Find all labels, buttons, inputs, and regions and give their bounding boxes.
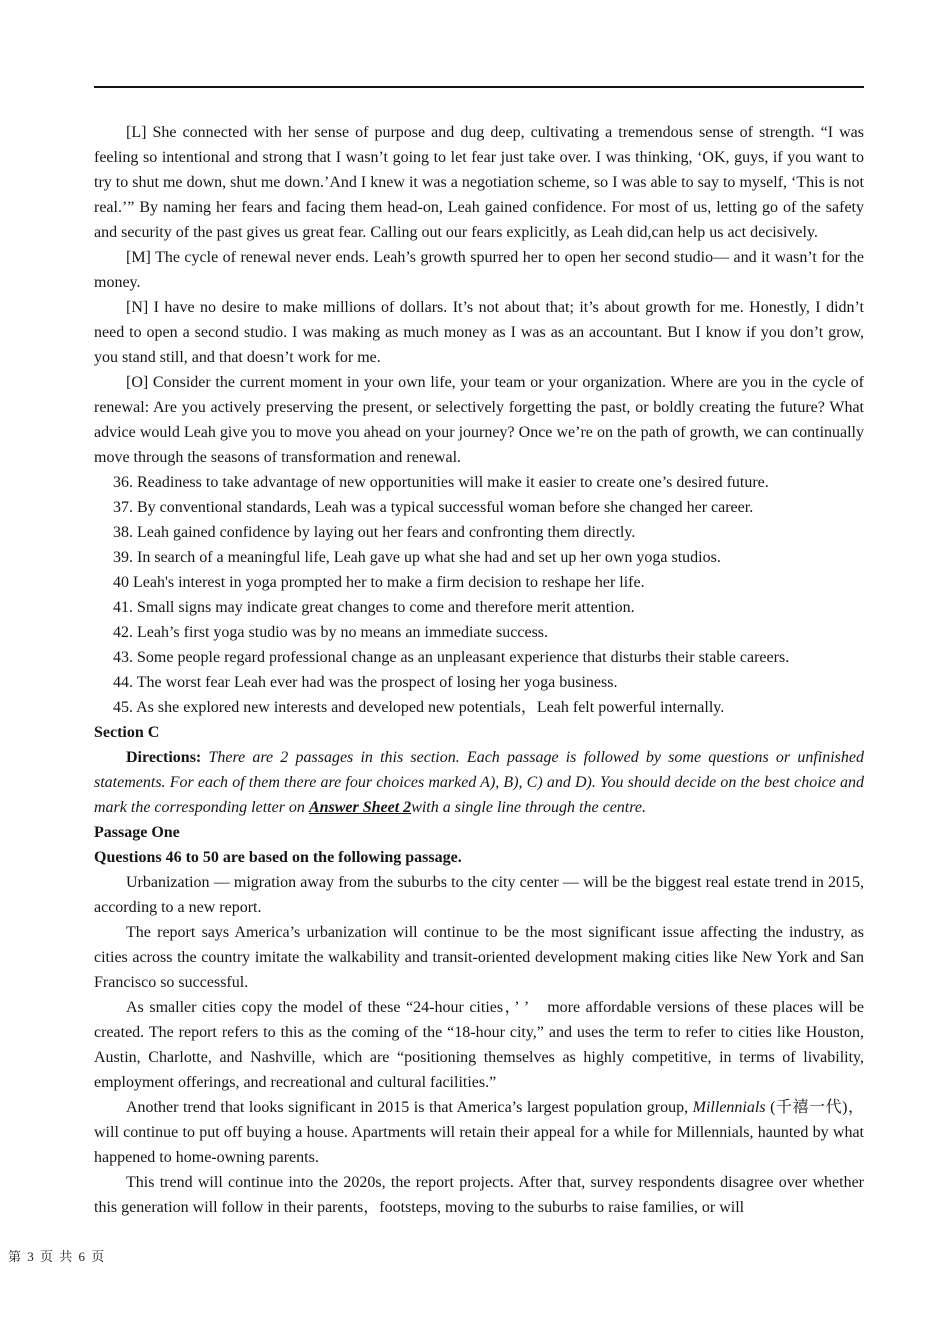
question-39: 39. In search of a meaningful life, Leah gave up what she had and set up her own yoga studios. — [113, 549, 721, 566]
question-41: 41. Small signs may indicate great changes to come and therefore merit attention. — [113, 599, 635, 616]
passage-one-heading: Passage One — [94, 824, 180, 841]
question-43: 43. Some people regard professional change as an unpleasant experience that disturbs their stable careers. — [113, 649, 790, 666]
paragraph-m: [M] The cycle of renewal never ends. Leah’s growth spurred her to open her second studio— and it wasn’t for the money. — [94, 249, 864, 291]
question-42: 42. Leah’s first yoga studio was by no means an immediate success. — [113, 624, 549, 641]
question-37: 37. By conventional standards, Leah was a typical successful woman before she changed her career. — [113, 499, 754, 516]
question-40: 40 Leah's interest in yoga prompted her to make a firm decision to reshape her life. — [113, 574, 645, 591]
passage-paragraph-3: As smaller cities copy the model of these “24-hour cities，’ ’ more affordable versions of these places will be created. The report refers to this as the coming of the “18-hour city,” and uses the term to refer to cities like Houston, Austin, Charlotte, and Nashville, which are “positioning themselves as highly competitive, in terms of livability, employment offerings, and recreational and cultural facilities.” — [94, 999, 864, 1091]
document-body — [94, 120, 864, 1220]
millennials-term: Millennials — [692, 1099, 766, 1116]
question-36: 36. Readiness to take advantage of new opportunities will make it easier to create one’s desired future. — [113, 474, 769, 491]
passage-one-subheading: Questions 46 to 50 are based on the following passage. — [94, 849, 462, 866]
passage-paragraph-4-pre: Another trend that looks significant in 2015 is that America’s largest population group, — [126, 1099, 693, 1116]
section-c-heading: Section C — [94, 724, 160, 741]
passage-paragraph-5: This trend will continue into the 2020s, the report projects. After that, survey respondents disagree over whether this generation will follow in their parents，footsteps, moving to the suburbs to raise families, or will — [94, 1174, 864, 1216]
passage-paragraph-4 — [94, 1095, 864, 1170]
directions-text-post: with a single line through the centre. — [411, 799, 646, 816]
directions-label: Directions: — [126, 749, 202, 766]
question-45: 45. As she explored new interests and developed new potentials，Leah felt powerful internally. — [113, 699, 725, 716]
directions-paragraph — [94, 745, 864, 820]
question-list — [94, 470, 864, 720]
paragraph-n: [N] I have no desire to make millions of dollars. It’s not about that; it’s about growth for me. Honestly, I didn’t need to open a second studio. I was making as much money as I was as an accountant. But I know if you don’t grow, you stand still, and that doesn’t work for me. — [94, 299, 864, 366]
directions-text-pre: There are 2 passages in this section. Each passage is followed by some questions or unfinished statements. For each of them there are four choices marked A), B), C) and D). You should decide on the best choice and mark the corresponding letter on — [94, 749, 864, 816]
passage-paragraph-4-post: (千禧一代)，will continue to put off buying a house. Apartments will retain their appeal for a while for Millennials, haunted by what happened to home-owning parents. — [94, 1099, 864, 1166]
header-divider-line — [94, 86, 864, 88]
page-number-footer: 第 3 页 共 6 页 — [8, 1249, 106, 1264]
question-38: 38. Leah gained confidence by laying out her fears and confronting them directly. — [113, 524, 636, 541]
passage-paragraph-1: Urbanization — migration away from the suburbs to the city center — will be the biggest real estate trend in 2015, according to a new report. — [94, 874, 864, 916]
passage-paragraph-2: The report says America’s urbanization will continue to be the most significant issue affecting the industry, as cities across the country imitate the walkability and transit-oriented development making cities like New York and San Francisco so successful. — [94, 924, 864, 991]
paragraph-l: [L] She connected with her sense of purpose and dug deep, cultivating a tremendous sense of strength. “I was feeling so intentional and strong that I wasn’t going to let fear just take over. I was thinking, ‘OK, guys, if you want to try to shut me down, shut me down.’And I knew it was a negotiation scheme, so I was able to say to myself, ‘This is not real.’” By naming her fears and facing them head-on, Leah gained confidence. For most of us, letting go of the safety and security of the past gives us great fear. Calling out our fears explicitly, as Leah did,can help us act decisively. — [94, 124, 864, 241]
answer-sheet-reference: Answer Sheet 2 — [308, 799, 412, 816]
paragraph-o: [O] Consider the current moment in your own life, your team or your organization. Where are you in the cycle of renewal: Are you actively preserving the present, or selectively forgetting the past, or boldly creating the future? What advice would Leah give you to move you ahead on your journey? Once we’re on the path of growth, we can continually move through the seasons of transformation and renewal. — [94, 374, 864, 466]
question-44: 44. The worst fear Leah ever had was the prospect of losing her yoga business. — [113, 674, 618, 691]
